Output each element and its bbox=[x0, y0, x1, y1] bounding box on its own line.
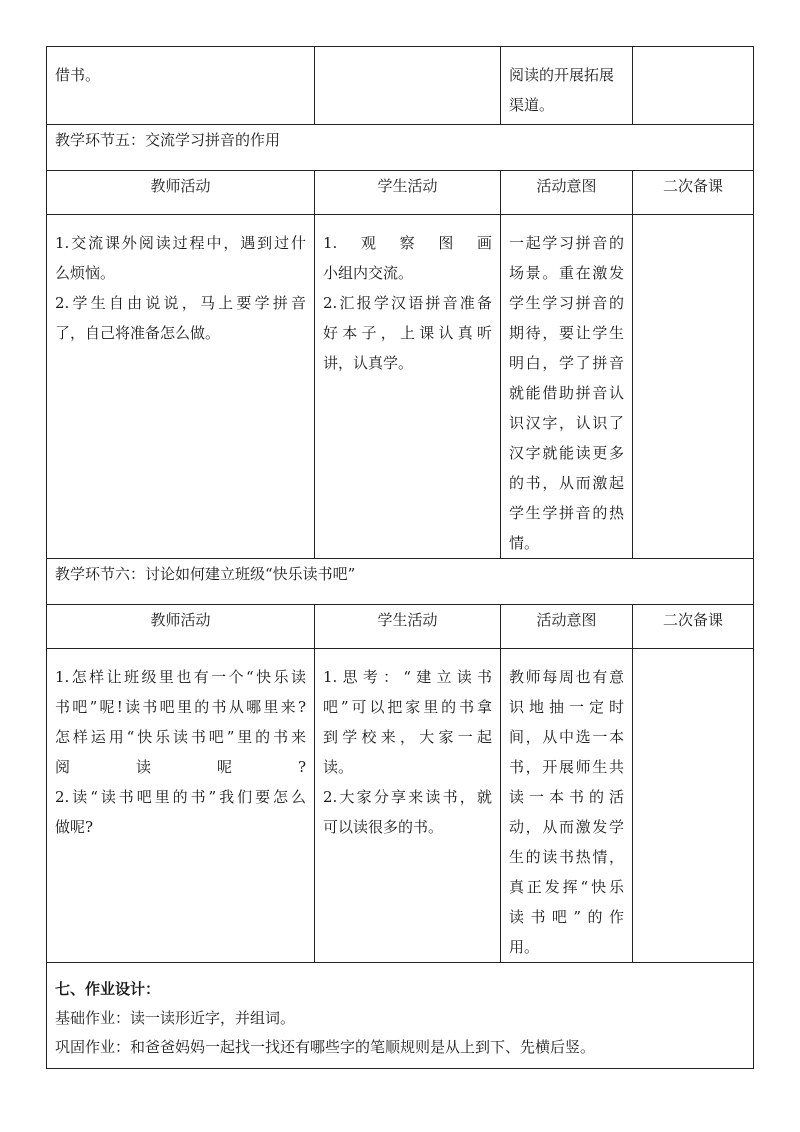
cell-line: 真正发挥“快乐 bbox=[509, 878, 624, 896]
section5-content-row bbox=[47, 215, 754, 559]
section6-teacher-text bbox=[55, 662, 306, 842]
homework-cell bbox=[47, 963, 754, 1069]
cell-line: 2.读“读书吧里的书”我们要怎么 bbox=[55, 788, 306, 806]
cell-line: 读书吧”的作 bbox=[509, 908, 624, 926]
cell-line: 教师每周也有意 bbox=[509, 668, 624, 686]
section5-student-cell bbox=[315, 215, 501, 559]
cell-line: 了，自己将准备怎么做。 bbox=[55, 324, 221, 342]
homework-basic: 基础作业：读一读形近字，并组词。 bbox=[55, 1009, 296, 1027]
section6-title: 教学环节六：讨论如何建立班级“快乐读书吧” bbox=[47, 559, 754, 605]
cell-line: 2.大家分享来读书，就 bbox=[323, 788, 492, 806]
section5-teacher-text bbox=[55, 228, 306, 348]
cell-line: 书，开展师生共 bbox=[509, 758, 624, 776]
cell-line: 生的读书热情， bbox=[509, 848, 624, 866]
section6-student-text bbox=[323, 662, 492, 842]
col-header-student: 学生活动 bbox=[315, 171, 501, 215]
continued-intent-text bbox=[509, 60, 624, 120]
cell-line: 期待，要让学生 bbox=[509, 324, 624, 342]
col-header-notes: 二次备课 bbox=[633, 605, 754, 649]
cell-line: 学生学习拼音的 bbox=[509, 294, 624, 312]
col-header-teacher: 教师活动 bbox=[47, 605, 315, 649]
cell-line: 渠道。 bbox=[509, 96, 555, 114]
homework-title: 七、作业设计： bbox=[55, 980, 161, 998]
cell-line: 怎样运用“快乐读书吧”里的书来 bbox=[55, 728, 306, 746]
col-header-teacher: 教师活动 bbox=[47, 171, 315, 215]
col-header-intent: 活动意图 bbox=[501, 605, 633, 649]
section5-intent-text bbox=[509, 228, 624, 558]
continued-intent-cell bbox=[501, 47, 633, 125]
lesson-plan-table bbox=[46, 46, 754, 1069]
section5-student-text bbox=[323, 228, 492, 378]
cell-line: 1.思考：“建立读书 bbox=[323, 668, 492, 686]
cell-line: 1.交流课外阅读过程中，遇到过什 bbox=[55, 234, 306, 252]
cell-line: 么烦恼。 bbox=[55, 264, 116, 282]
cell-line: 吧”可以把家里的书拿 bbox=[323, 698, 492, 716]
section5-teacher-cell bbox=[47, 215, 315, 559]
cell-line: 场景。重在激发 bbox=[509, 264, 624, 282]
section5-notes-cell bbox=[633, 215, 754, 559]
cell-line: 明白，学了拼音 bbox=[509, 354, 624, 372]
cell-line: 书吧”呢!读书吧里的书从哪里来? bbox=[55, 698, 306, 716]
homework-row bbox=[47, 963, 754, 1069]
col-header-intent: 活动意图 bbox=[501, 171, 633, 215]
cell-line: 一起学习拼音的 bbox=[509, 234, 624, 252]
homework-consolidate: 巩固作业：和爸爸妈妈一起找一找还有哪些字的笔顺规则是从上到下、先横后竖。 bbox=[55, 1038, 596, 1056]
col-header-student: 学生活动 bbox=[315, 605, 501, 649]
cell-line: 阅读呢? bbox=[55, 758, 306, 776]
cell-line: 讲，认真学。 bbox=[323, 354, 414, 372]
section6-content-row bbox=[47, 649, 754, 963]
cell-line: 间，从中选一本 bbox=[509, 728, 624, 746]
cell-line: 2.汇报学汉语拼音准备 bbox=[323, 294, 492, 312]
col-header-notes: 二次备课 bbox=[633, 171, 754, 215]
section5-header-row bbox=[47, 171, 754, 215]
cell-line: 学生学拼音的热 bbox=[509, 504, 624, 522]
cell-line: 就能借助拼音认 bbox=[509, 384, 624, 402]
cell-line: 识地抽一定时 bbox=[509, 698, 624, 716]
cell-line: 小组内交流。 bbox=[323, 264, 414, 282]
cell-line: 读一本书的活 bbox=[509, 788, 624, 806]
cell-line: 阅读的开展拓展 bbox=[509, 66, 615, 84]
continued-notes-cell bbox=[633, 47, 754, 125]
continued-teacher-cell bbox=[47, 47, 315, 125]
cell-line: 到学校来，大家一起 bbox=[323, 728, 492, 746]
cell-line: 动，从而激发学 bbox=[509, 818, 624, 836]
section6-intent-text bbox=[509, 662, 624, 962]
section6-student-cell bbox=[315, 649, 501, 963]
section6-notes-cell bbox=[633, 649, 754, 963]
section5-intent-cell bbox=[501, 215, 633, 559]
cell-line: 可以读很多的书。 bbox=[323, 818, 444, 836]
cell-line: 好本子，上课认真听 bbox=[323, 324, 492, 342]
section6-teacher-cell bbox=[47, 649, 315, 963]
cell-line: 读。 bbox=[323, 758, 354, 776]
continued-student-cell bbox=[315, 47, 501, 125]
section5-title: 教学环节五：交流学习拼音的作用 bbox=[47, 125, 754, 171]
cell-line: 用。 bbox=[509, 938, 540, 956]
cell-line: 做呢? bbox=[55, 818, 94, 836]
cell-line: 情。 bbox=[509, 534, 540, 552]
cell-line: 汉字就能读更多 bbox=[509, 444, 624, 462]
cell-line: 1.观察图画 bbox=[323, 234, 492, 252]
section6-title-row bbox=[47, 559, 754, 605]
section6-intent-cell bbox=[501, 649, 633, 963]
section5-title-row bbox=[47, 125, 754, 171]
cell-line: 借书。 bbox=[55, 66, 101, 84]
cell-line: 识汉字，认识了 bbox=[509, 414, 624, 432]
cell-line: 1.怎样让班级里也有一个“快乐读 bbox=[55, 668, 306, 686]
continued-teacher-text bbox=[55, 60, 306, 90]
continued-row bbox=[47, 47, 754, 125]
cell-line: 2.学生自由说说，马上要学拼音 bbox=[55, 294, 306, 312]
cell-line: 的书，从而激起 bbox=[509, 474, 624, 492]
section6-header-row bbox=[47, 605, 754, 649]
